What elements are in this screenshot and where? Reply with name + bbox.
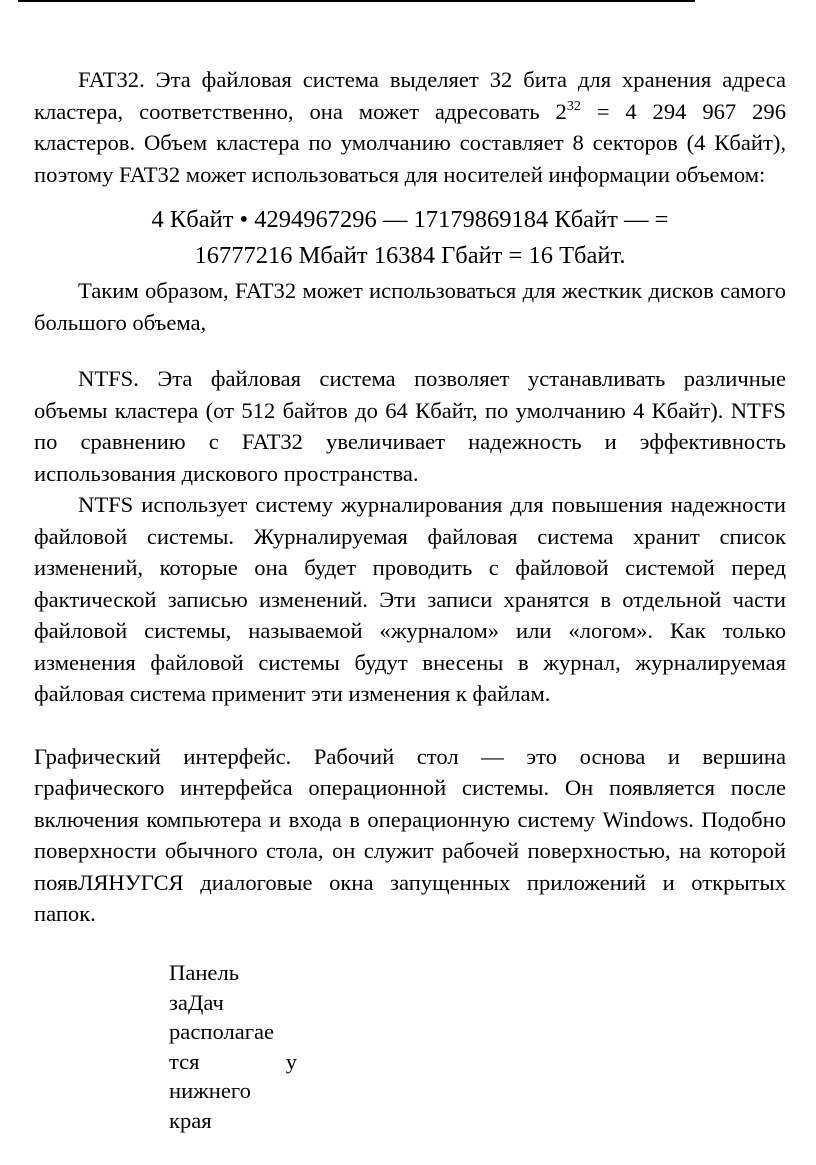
top-rule bbox=[18, 0, 695, 2]
formula-line-2: 16777216 Мбайт 16384 Гбайт = 16 Тбайт. bbox=[194, 242, 626, 269]
paragraph-gui: Графический интерфейс. Рабочий стол — это основа и вершина графического интерфейса операционной системы. Он появляется после включения компьютера и входа в операционную систему Windows. Подобно поверхности обычного стола, он служит рабочей поверхностью, на которой появЛЯНУГСЯ диалоговые окна запущенных приложений и открытых папок. bbox=[34, 743, 786, 926]
fragment-line: края bbox=[169, 1107, 212, 1133]
fat32-text-start: FAT32. Эта файловая система выделяет 32 бита для хранения адреса кластера, соответственно, она может адресовать 2 bbox=[34, 67, 786, 124]
paragraph-ntfs-intro: NTFS. Эта файловая система позволяет устанавливать различные объемы кластера (от 512 байтов до 64 Кбайт, по умолчанию 4 Кбайт). NTFS по сравнению с FAT32 увеличивает надежность и эффективность использования дискового пространства. bbox=[34, 366, 786, 486]
paragraph-ntfs-journal: NTFS использует систему журналирования для повышения надежности файловой системы. Журналируемая файловая система хранит список изменений, которые она будет проводить с файловой системой перед фактической записью изменений. Эти записи хранятся в отдельной части файловой системы, называемой «журналом» или «логом». Как только изменения файловой системы будут внесены в журнал, журналируемая файловая система применит эти изменения к файлам. bbox=[34, 492, 786, 706]
paragraph-fat32 bbox=[34, 64, 786, 190]
power-superscript: 32 bbox=[566, 98, 581, 114]
formula bbox=[34, 202, 786, 274]
fragment-word: тся bbox=[169, 1048, 200, 1074]
fat32-text-end: = 4 294 967 296 кластеров. Объем кластера по умолчанию составляет 8 секторов (4 Кбайт), поэтому FAT32 может использоваться для носителей информации объемом: bbox=[34, 98, 786, 187]
spacer bbox=[34, 710, 786, 741]
fragment-line bbox=[169, 1047, 297, 1077]
fragment-line: Панель bbox=[169, 960, 240, 985]
fragment-word: у bbox=[285, 1048, 297, 1074]
fragment-line: нижнего bbox=[169, 1078, 251, 1103]
document-body bbox=[34, 64, 786, 930]
taskbar-fragment bbox=[169, 958, 297, 1135]
spacer bbox=[34, 338, 786, 363]
formula-line-1: 4 Кбайт • 4294967296 — 17179869184 Кбайт — = bbox=[151, 206, 669, 233]
fragment-line: располагае bbox=[169, 1019, 275, 1044]
fragment-line: заДач bbox=[169, 989, 224, 1015]
paragraph-fat32-conclusion: Таким образом, FAT32 может использоваться для жесткик дисков самого большого объема, bbox=[34, 278, 786, 335]
